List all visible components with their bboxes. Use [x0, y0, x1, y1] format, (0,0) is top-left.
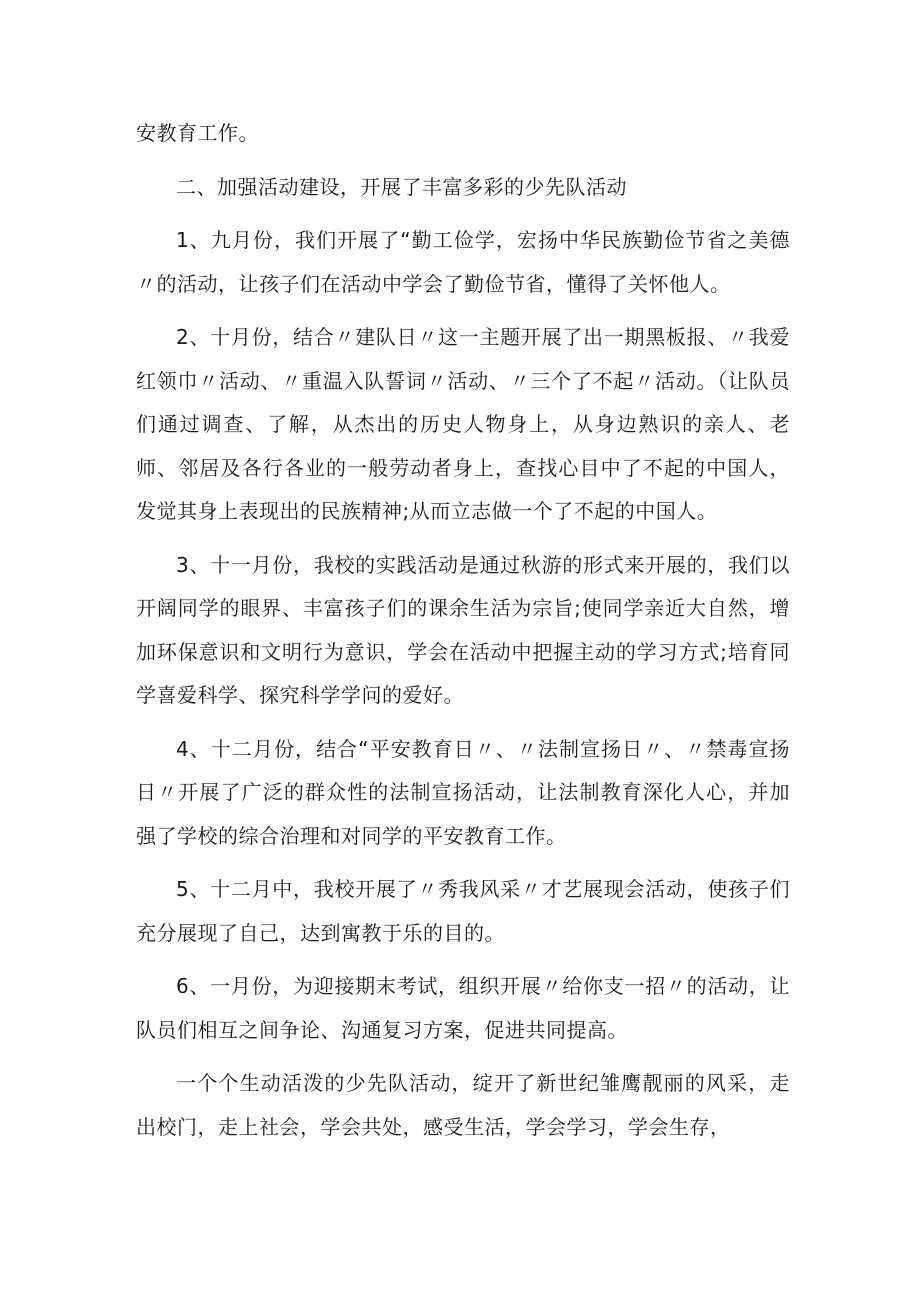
document-body: [136, 112, 790, 1159]
paragraph-continuation: 安教育工作。: [136, 121, 259, 145]
paragraph-december: 4、十二月份，结合“平安教育日〃、〃法制宣扬日〃、〃禁毒宣扬日〃开展了广泛的群众性的法制宣扬活动，让法制教育深化人心，并加强了学校的综合治理和对同学的平安教育工作。: [136, 736, 790, 848]
paragraph-october: 2、十月份，结合〃建队日〃这一主题开展了出一期黑板报、〃我爱红领巾〃活动、〃重温入队誓词〃活动、〃三个了不起〃活动。（让队员们通过调查、了解，从杰出的历史人物身上，从身边熟识的亲人、老师、邻居及各行各业的一般劳动者身上，查找心目中了不起的中国人，发觉其身上表现出的民族精神;从而立志做一个了不起的中国人。: [136, 325, 790, 523]
paragraph-mid-december: 5、十二月中，我校开展了〃秀我风采〃才艺展现会活动，使孩子们充分展现了自己，达到寓教于乐的目的。: [136, 877, 790, 945]
paragraph-january: 6、一月份，为迎接期末考试，组织开展〃给你支一招〃的活动，让队员们相互之间争论、沟通复习方案，促进共同提高。: [136, 974, 790, 1042]
paragraph-september: 1、九月份，我们开展了“勤工俭学，宏扬中华民族勤俭节省之美德〃的活动，让孩子们在活动中学会了勤俭节省，懂得了关怀他人。: [136, 228, 790, 296]
paragraph-november: 3、十一月份，我校的实践活动是通过秋游的形式来开展的，我们以开阔同学的眼界、丰富孩子们的课余生活为宗旨;使同学亲近大自然，增加环保意识和文明行为意识，学会在活动中把握主动的学习方式;培育同学喜爱科学、探究科学学问的爱好。: [136, 552, 790, 707]
paragraph-summary: 一个个生动活泼的少先队活动，绽开了新世纪雏鹰靓丽的风采，走出校门，走上社会，学会共处，感受生活，学会学习，学会生存，: [136, 1071, 790, 1139]
section-heading: 二、加强活动建设，开展了丰富多彩的少先队活动: [176, 174, 627, 199]
